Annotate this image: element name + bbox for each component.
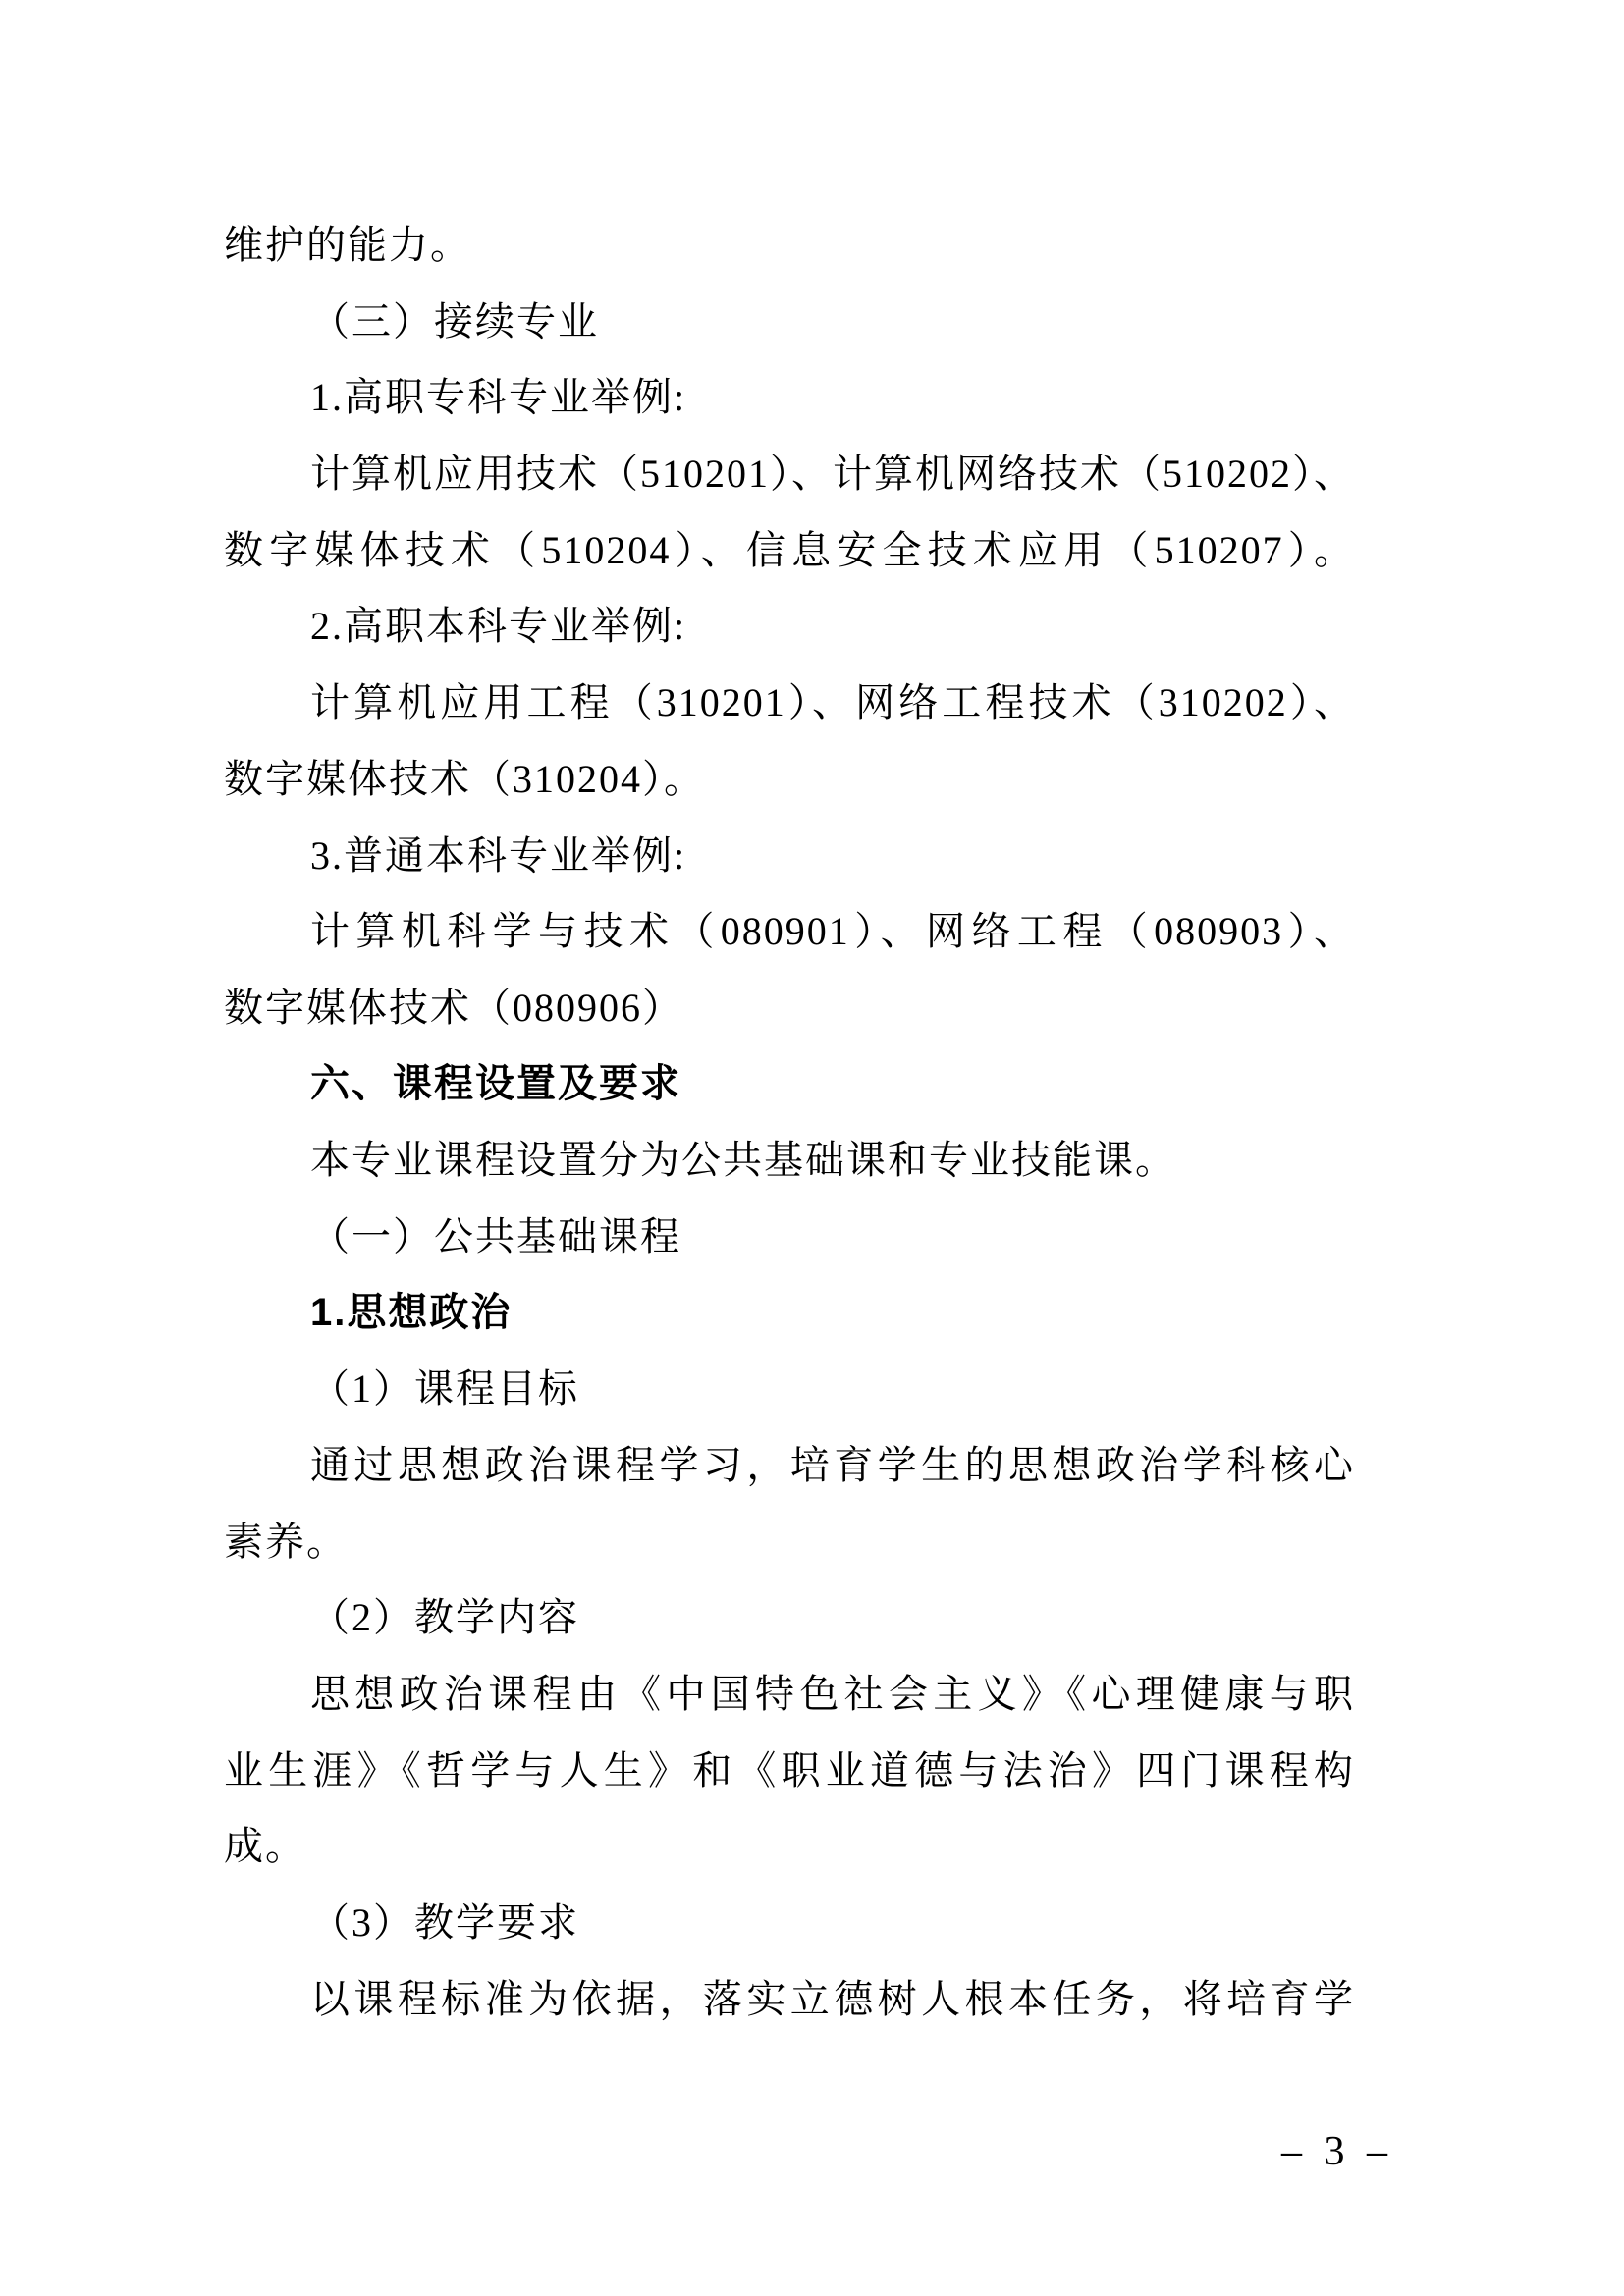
page-number: – 3 – xyxy=(1281,2129,1389,2174)
section-heading-curriculum-requirements: 六、课程设置及要求 xyxy=(310,1061,681,1105)
subheading-public-basic-courses: （一）公共基础课程 xyxy=(310,1213,681,1258)
para-line-requirements-1: 以课程标准为依据，落实立德树人根本任务，将培育学 xyxy=(310,1976,1355,2021)
para-line-college-majors-2: 数字媒体技术（510204）、信息安全技术应用（510207）。 xyxy=(224,527,1355,572)
para-line-course-structure: 本专业课程设置分为公共基础课和专业技能课。 xyxy=(310,1138,1176,1183)
para-line-regular-majors-1: 计算机科学与技术（080901）、网络工程（080903）、 xyxy=(310,909,1355,954)
subheading-teaching-requirements: （3）教学要求 xyxy=(310,1900,579,1946)
para-line-regular-majors-2: 数字媒体技术（080906） xyxy=(224,985,683,1030)
para-line-content-1: 思想政治课程由《中国特色社会主义》《心理健康与职 xyxy=(310,1672,1355,1717)
item-heading-vocational-college-examples: 1.高职专科专业举例: xyxy=(310,375,687,420)
subheading-teaching-content: （2）教学内容 xyxy=(310,1595,579,1640)
para-line-undergrad-majors-2: 数字媒体技术（310204）。 xyxy=(224,756,705,801)
para-line-content-3: 成。 xyxy=(224,1824,306,1869)
para-line-undergrad-majors-1: 计算机应用工程（310201）、网络工程技术（310202）、 xyxy=(310,680,1355,725)
para-line-maintenance-ability: 维护的能力。 xyxy=(224,223,471,267)
para-line-objectives-2: 素养。 xyxy=(224,1519,348,1564)
subheading-continuing-majors: （三）接续专业 xyxy=(310,298,599,344)
item-heading-vocational-undergrad-examples: 2.高职本科专业举例: xyxy=(310,604,687,649)
para-line-objectives-1: 通过思想政治课程学习，培育学生的思想政治学科核心 xyxy=(310,1443,1355,1487)
item-heading-regular-undergrad-examples: 3.普通本科专业举例: xyxy=(310,832,687,878)
para-line-content-2: 业生涯》《哲学与人生》和《职业道德与法治》四门课程构 xyxy=(224,1747,1355,1792)
para-line-college-majors-1: 计算机应用技术（510201）、计算机网络技术（510202）、 xyxy=(310,452,1355,497)
subheading-course-objectives: （1）课程目标 xyxy=(310,1366,579,1412)
course-heading-ideological-politics: 1.思想政治 xyxy=(310,1290,513,1334)
document-body xyxy=(224,207,1355,2038)
